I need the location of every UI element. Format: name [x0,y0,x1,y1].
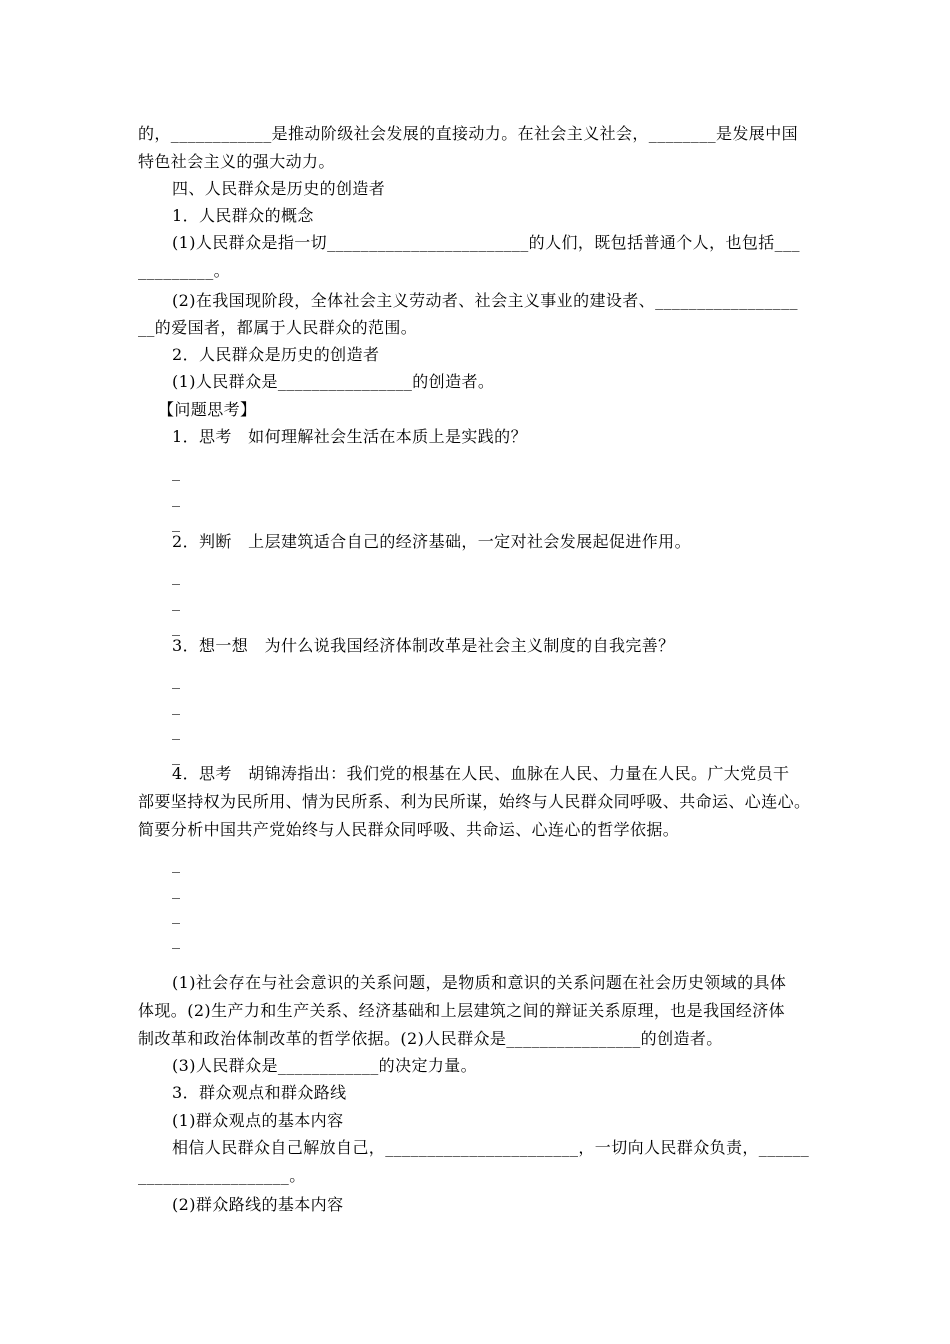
text-line: 简要分析中国共产党始终与人民群众同呼吸、共命运、心连心的哲学依据。 [138,820,680,839]
text-line: 相信人民群众自己解放自己，_______________________，一切向人民群众负责，______ [172,1138,810,1157]
text-line: 制改革和政治体制改革的哲学依据。(2)人民群众是________________的创造者。 [138,1029,723,1048]
answer-blank: _ [172,696,181,715]
answer-blank: _ [172,930,181,949]
subsection-heading: 2．人民群众是历史的创造者 [172,345,380,364]
text-line: (1)社会存在与社会意识的关系问题，是物质和意识的关系问题在社会历史领域的具体 [172,973,787,992]
text-line: (1)人民群众是________________的创造者。 [172,372,495,391]
answer-blank: _ [172,488,181,507]
answer-blank: _ [172,617,181,636]
question-1: 1．思考 如何理解社会生活在本质上是实践的？ [172,427,527,446]
text-line: 体现。(2)生产力和生产关系、经济基础和上层建筑之间的辩证关系原理，也是我国经济体 [138,1001,786,1020]
answer-blank: _ [172,462,181,481]
question-2: 2．判断 上层建筑适合自己的经济基础，一定对社会发展起促进作用。 [172,532,691,551]
question-heading: 【问题思考】 [158,400,257,419]
section-heading: 四、人民群众是历史的创造者 [172,179,386,198]
question-4: 4．思考 胡锦涛指出：我们党的根基在人民、血脉在人民、力量在人民。广大党员干 [172,764,790,783]
text-line: __________________。 [138,1166,306,1185]
text-line: (3)人民群众是____________的决定力量。 [172,1056,478,1075]
question-3: 3．想一想 为什么说我国经济体制改革是社会主义制度的自我完善？ [172,636,675,655]
text-line: (2)在我国现阶段，全体社会主义劳动者、社会主义事业的建设者、_________________ [172,291,798,310]
answer-blank: _ [172,746,181,765]
answer-blank: _ [172,905,181,924]
text-line: (2)群众路线的基本内容 [172,1195,344,1214]
text-line: 特色社会主义的强大动力。 [138,152,335,171]
answer-blank: _ [172,566,181,585]
text-line: (1)群众观点的基本内容 [172,1111,344,1130]
text-line: __的爱国者，都属于人民群众的范围。 [138,318,418,337]
subsection-heading: 1．人民群众的概念 [172,206,314,225]
answer-blank: _ [172,880,181,899]
subsection-heading: 3．群众观点和群众路线 [172,1083,347,1102]
answer-blank: _ [172,513,181,532]
answer-blank: _ [172,721,181,740]
answer-blank: _ [172,592,181,611]
answer-blank: _ [172,670,181,689]
text-line: (1)人民群众是指一切________________________的人们，既包括普通个人，也包括___ [172,233,800,252]
text-line: _________。 [138,261,230,280]
text-line: 的，____________是推动阶级社会发展的直接动力。在社会主义社会，________是发展中国 [138,124,799,143]
answer-blank: _ [172,854,181,873]
text-line: 部要坚持权为民所用、情为民所系、利为民所谋，始终与人民群众同呼吸、共命运、心连心。 [138,792,811,811]
